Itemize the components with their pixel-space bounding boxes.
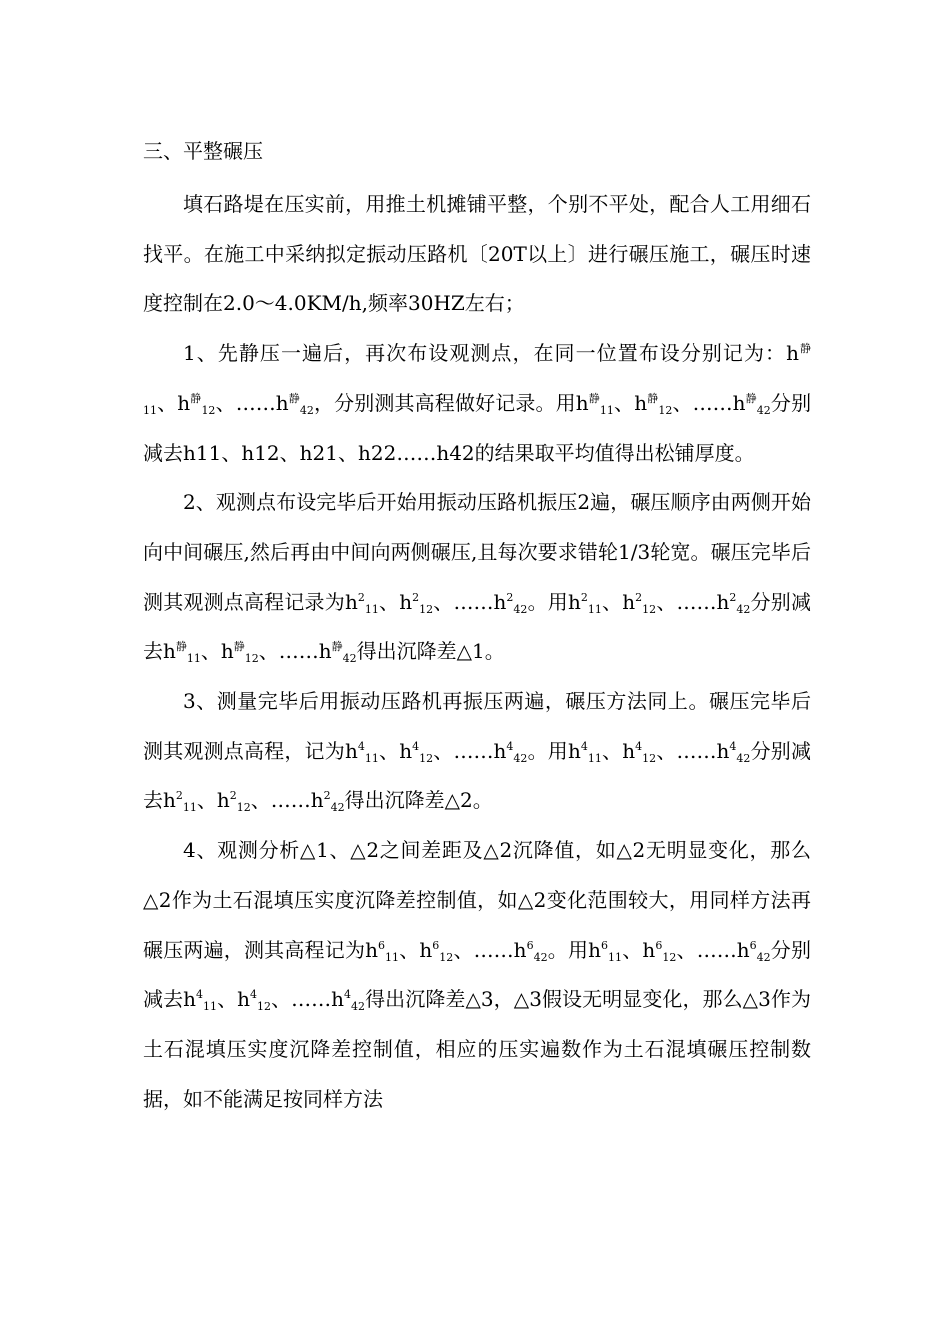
text-seg: 、……h <box>453 937 527 962</box>
text-seg: 、h <box>399 937 433 962</box>
subscript: 12 <box>236 801 251 815</box>
subscript: 12 <box>201 403 216 417</box>
text-seg: 分别减去h11、h12、h21、h22……h42的结果取平均值得出松铺厚度。 <box>143 390 812 465</box>
superscript: 2 <box>175 789 183 803</box>
superscript: 静 <box>588 391 600 405</box>
superscript: 静 <box>175 640 187 654</box>
paragraph-step-2-text <box>143 478 811 677</box>
text-seg: 、h <box>196 788 230 813</box>
subscript: 11 <box>182 801 197 815</box>
text-seg: 、h <box>378 738 413 763</box>
superscript: 4 <box>357 739 365 753</box>
paragraph-step-3 <box>143 677 811 826</box>
text-seg: 、h <box>200 639 234 664</box>
paragraph-intro <box>143 180 811 329</box>
superscript: 静 <box>798 342 811 356</box>
subscript: 42 <box>299 403 314 417</box>
subscript: 42 <box>330 801 345 815</box>
text-seg: 、h <box>622 937 656 962</box>
subscript: 12 <box>419 602 434 616</box>
text-seg: ，分别测其高程做好记录。用h <box>313 390 589 415</box>
text-seg: 、……h <box>676 937 750 962</box>
superscript: 4 <box>412 739 420 753</box>
text-seg: 4、观测分析△1、△2之间差距及△2沉降值，如△2无明显变化，那么△2作为土石混填压实度沉降差控制值，如△2变化范围较大，用同样方法再碾压两遍，测其高程记为h <box>143 838 811 962</box>
superscript: 6 <box>601 938 609 952</box>
text-seg: 、h <box>601 738 636 763</box>
superscript: 静 <box>745 391 757 405</box>
text-seg: 、h <box>613 390 648 415</box>
text-seg: 、……h <box>433 738 507 763</box>
superscript: 2 <box>506 590 514 604</box>
superscript: 2 <box>635 590 643 604</box>
superscript: 2 <box>229 789 237 803</box>
paragraph-step-2 <box>143 478 811 677</box>
text-seg: 2、观测点布设完毕后开始用振动压路机振压2遍，碾压顺序由两侧开始向中间碾压,然后再由中间向两侧碾压,且每次要求错轮1/3轮宽。碾压完毕后测其观测点高程记录为h <box>143 490 811 614</box>
superscript: 4 <box>506 739 514 753</box>
subscript: 42 <box>736 751 751 765</box>
paragraph-step-4 <box>143 826 811 1124</box>
text-seg: 、h <box>157 390 191 415</box>
superscript: 静 <box>190 391 202 405</box>
subscript: 12 <box>658 403 673 417</box>
subscript: 42 <box>736 602 751 616</box>
paragraph-step-3-text <box>143 677 811 826</box>
superscript: 6 <box>432 938 440 952</box>
subscript: 11 <box>599 403 614 417</box>
subscript: 11 <box>587 751 602 765</box>
subscript: 42 <box>513 602 528 616</box>
subscript: 11 <box>385 950 400 964</box>
text-seg: 、……h <box>250 788 324 813</box>
paragraph-step-1 <box>143 329 811 478</box>
superscript: 6 <box>749 938 757 952</box>
text-seg: 3、测量完毕后用振动压路机再振压两遍，碾压方法同上。碾压完毕后测其观测点高程，记为h <box>143 689 811 763</box>
text-seg: 、h <box>601 589 636 614</box>
superscript: 静 <box>331 640 343 654</box>
text-seg: 。用h <box>547 937 602 962</box>
subscript: 42 <box>513 751 528 765</box>
text-seg: 、……h <box>271 987 345 1012</box>
text-seg: 、……h <box>656 738 730 763</box>
paragraph-step-1-text <box>143 329 811 478</box>
text-seg: 、……h <box>258 639 332 664</box>
subscript: 12 <box>642 751 657 765</box>
subscript: 11 <box>587 602 602 616</box>
subscript: 42 <box>342 652 357 666</box>
superscript: 6 <box>655 938 663 952</box>
superscript: 6 <box>378 938 386 952</box>
subscript: 42 <box>533 950 548 964</box>
superscript: 4 <box>250 988 258 1002</box>
subscript: 12 <box>662 950 677 964</box>
text-seg: 得出沉降差△1。 <box>356 639 505 664</box>
subscript: 42 <box>351 1000 366 1014</box>
text-seg: 、h <box>217 987 251 1012</box>
superscript: 6 <box>526 938 534 952</box>
text-seg: 。用h <box>527 589 581 614</box>
text-seg: 得出沉降差△3，△3假设无明显变化，那么△3作为土石混填压实度沉降差控制值，相应的压实遍数作为土石混填碾压控制数据，如不能满足按同样方法 <box>143 987 811 1111</box>
paragraph-intro-text: 填石路堤在压实前，用推土机摊铺平整，个别不平处，配合人工用细石找平。在施工中采纳拟定振动压路机〔20T以上〕进行碾压施工，碾压时速度控制在2.0～4.0KM/h,频率30HZ左右； <box>143 192 811 316</box>
text-seg: 分别减去h <box>143 738 812 813</box>
subscript: 11 <box>203 1000 218 1014</box>
text-seg: 、……h <box>672 390 746 415</box>
superscript: 4 <box>729 739 737 753</box>
subscript: 11 <box>143 403 157 417</box>
section-heading: 三、平整碾压 <box>143 139 263 163</box>
subscript: 11 <box>364 751 379 765</box>
subscript: 11 <box>364 602 379 616</box>
superscript: 2 <box>412 590 420 604</box>
document-page <box>143 126 811 1124</box>
text-seg: 、h <box>378 589 413 614</box>
superscript: 2 <box>729 590 737 604</box>
subscript: 11 <box>186 652 201 666</box>
subscript: 12 <box>439 950 454 964</box>
subscript: 12 <box>419 751 434 765</box>
subscript: 12 <box>244 652 259 666</box>
subscript: 11 <box>608 950 623 964</box>
superscript: 2 <box>357 590 365 604</box>
superscript: 静 <box>233 640 245 654</box>
text-seg: 得出沉降差△2。 <box>344 788 493 813</box>
superscript: 2 <box>580 590 588 604</box>
superscript: 静 <box>288 391 300 405</box>
subscript: 42 <box>756 950 771 964</box>
superscript: 4 <box>635 739 643 753</box>
superscript: 静 <box>647 391 659 405</box>
subscript: 12 <box>642 602 657 616</box>
text-seg: 、……h <box>215 390 289 415</box>
subscript: 42 <box>756 403 771 417</box>
text-seg: 。用h <box>527 738 581 763</box>
text-seg: 分别减去h <box>143 589 812 664</box>
superscript: 4 <box>580 739 588 753</box>
superscript: 4 <box>344 988 352 1002</box>
text-seg: 、……h <box>433 589 507 614</box>
paragraph-step-4-text <box>143 826 811 1124</box>
text-seg: 、……h <box>656 589 730 614</box>
subscript: 12 <box>257 1000 272 1014</box>
superscript: 2 <box>323 789 331 803</box>
text-seg: 1、先静压一遍后，再次布设观测点，在同一位置布设分别记为：h <box>183 341 799 366</box>
text-seg: 分别减去h <box>143 937 811 1012</box>
superscript: 4 <box>196 988 204 1002</box>
